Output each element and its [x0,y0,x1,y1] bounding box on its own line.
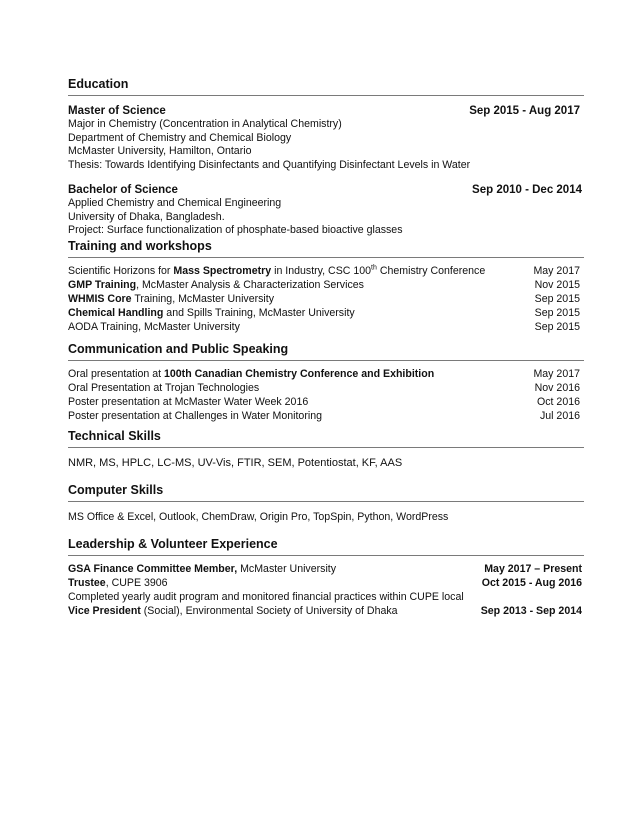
section-title-education: Education [68,76,584,96]
list-item [68,605,584,619]
item-bold-text: GSA Finance Committee Member, [68,563,238,575]
technical-skills-text: NMR, MS, HPLC, LC-MS, UV-Vis, FTIR, SEM, Potentiostat, KF, AAS [68,457,403,469]
section-title-technical: Technical Skills [68,428,584,448]
computer-section [68,482,584,524]
item-text: Oral presentation at [68,368,164,380]
item-date: Nov 2015 [534,278,580,291]
item-text: Scientific Horizons for [68,265,174,277]
item-text: McMaster University [237,563,337,575]
item-bold-text: Trustee [68,576,106,589]
computer-skills-text: MS Office & Excel, Outlook, ChemDraw, Origin Pro, TopSpin, Python, WordPress [68,511,449,523]
item-text: (Social), Environmental Society of University of Dhaka [140,604,398,617]
item-date: May 2017 [533,368,580,380]
leadership-section [68,536,584,619]
entry-line: Applied Chemistry and Chemical Engineering [68,196,282,209]
training-section [68,238,584,335]
section-title-computer: Computer Skills [68,482,584,502]
item-date: May 2017 – Present [484,563,582,575]
item-bold-text: 100th Canadian Chemistry Conference and Exhibition [164,368,435,380]
training-list [68,265,584,335]
entry-line: Project: Surface functionalization of phosphate-based bioactive glasses [68,224,403,237]
education-entry-msc [68,104,584,173]
item-date: Oct 2015 - Aug 2016 [481,576,582,589]
education-entry-bsc [68,183,584,238]
list-item [68,410,584,424]
item-bold-text: Chemical Handling [68,306,164,319]
list-item [68,396,584,410]
item-superscript: th [371,264,377,272]
item-text: Training, McMaster University [131,292,275,305]
degree-title: Master of Science [68,105,166,117]
section-title-leadership: Leadership & Volunteer Experience [68,536,584,556]
list-item [68,368,584,382]
item-text: and Spills Training, McMaster University [163,306,355,319]
item-bold-text: Vice President [68,604,141,617]
degree-dates: Sep 2010 - Dec 2014 [472,183,582,196]
item-date: Sep 2013 - Sep 2014 [480,604,582,617]
list-item [68,321,584,335]
list-item [68,577,584,591]
leadership-list [68,563,584,619]
section-title-training: Training and workshops [68,238,584,258]
list-item [68,293,584,307]
item-bold-text: WHMIS Core [68,292,132,305]
item-text: , McMaster Analysis & Characterization Services [136,278,364,291]
technical-section [68,428,584,470]
item-text: AODA Training, McMaster University [68,320,240,333]
education-section [68,76,584,238]
entry-line: University of Dhaka, Bangladesh. [68,210,225,223]
item-text: Poster presentation at Challenges in Water Monitoring [68,409,322,422]
communication-list [68,368,584,424]
list-item [68,382,584,396]
item-text: Poster presentation at McMaster Water Week 2016 [68,395,309,408]
item-date: Sep 2015 [534,292,580,305]
item-date: Sep 2015 [534,306,580,319]
entry-line: McMaster University, Hamilton, Ontario [68,145,252,158]
item-date: Oct 2016 [537,395,580,408]
entry-header [68,104,584,118]
item-text: Chemistry Conference [376,265,486,277]
item-bold-text: GMP Training [68,278,137,291]
item-date: Nov 2016 [534,381,580,394]
section-title-communication: Communication and Public Speaking [68,341,584,361]
list-item [68,307,584,321]
communication-section [68,341,584,424]
list-item [68,279,584,293]
item-text: , CUPE 3906 [105,576,168,589]
list-item [68,591,584,605]
item-text: Completed yearly audit program and monitored financial practices within CUPE local [68,590,464,603]
degree-title: Bachelor of Science [68,183,178,196]
list-item [68,563,584,577]
item-text: in Industry, CSC 100 [271,265,372,277]
entry-line: Department of Chemistry and Chemical Biology [68,131,292,144]
item-date: Sep 2015 [534,320,580,333]
degree-dates: Sep 2015 - Aug 2017 [469,105,580,117]
entry-line: Thesis: Towards Identifying Disinfectants and Quantifying Disinfectant Levels in Water [68,159,471,172]
item-date: Jul 2016 [539,409,580,422]
entry-header [68,183,584,197]
list-item [68,265,584,279]
item-text: Oral Presentation at Trojan Technologies [68,381,260,394]
item-bold-text: Mass Spectrometry [173,265,272,277]
entry-line: Major in Chemistry (Concentration in Analytical Chemistry) [68,118,342,130]
item-date: May 2017 [533,265,580,277]
